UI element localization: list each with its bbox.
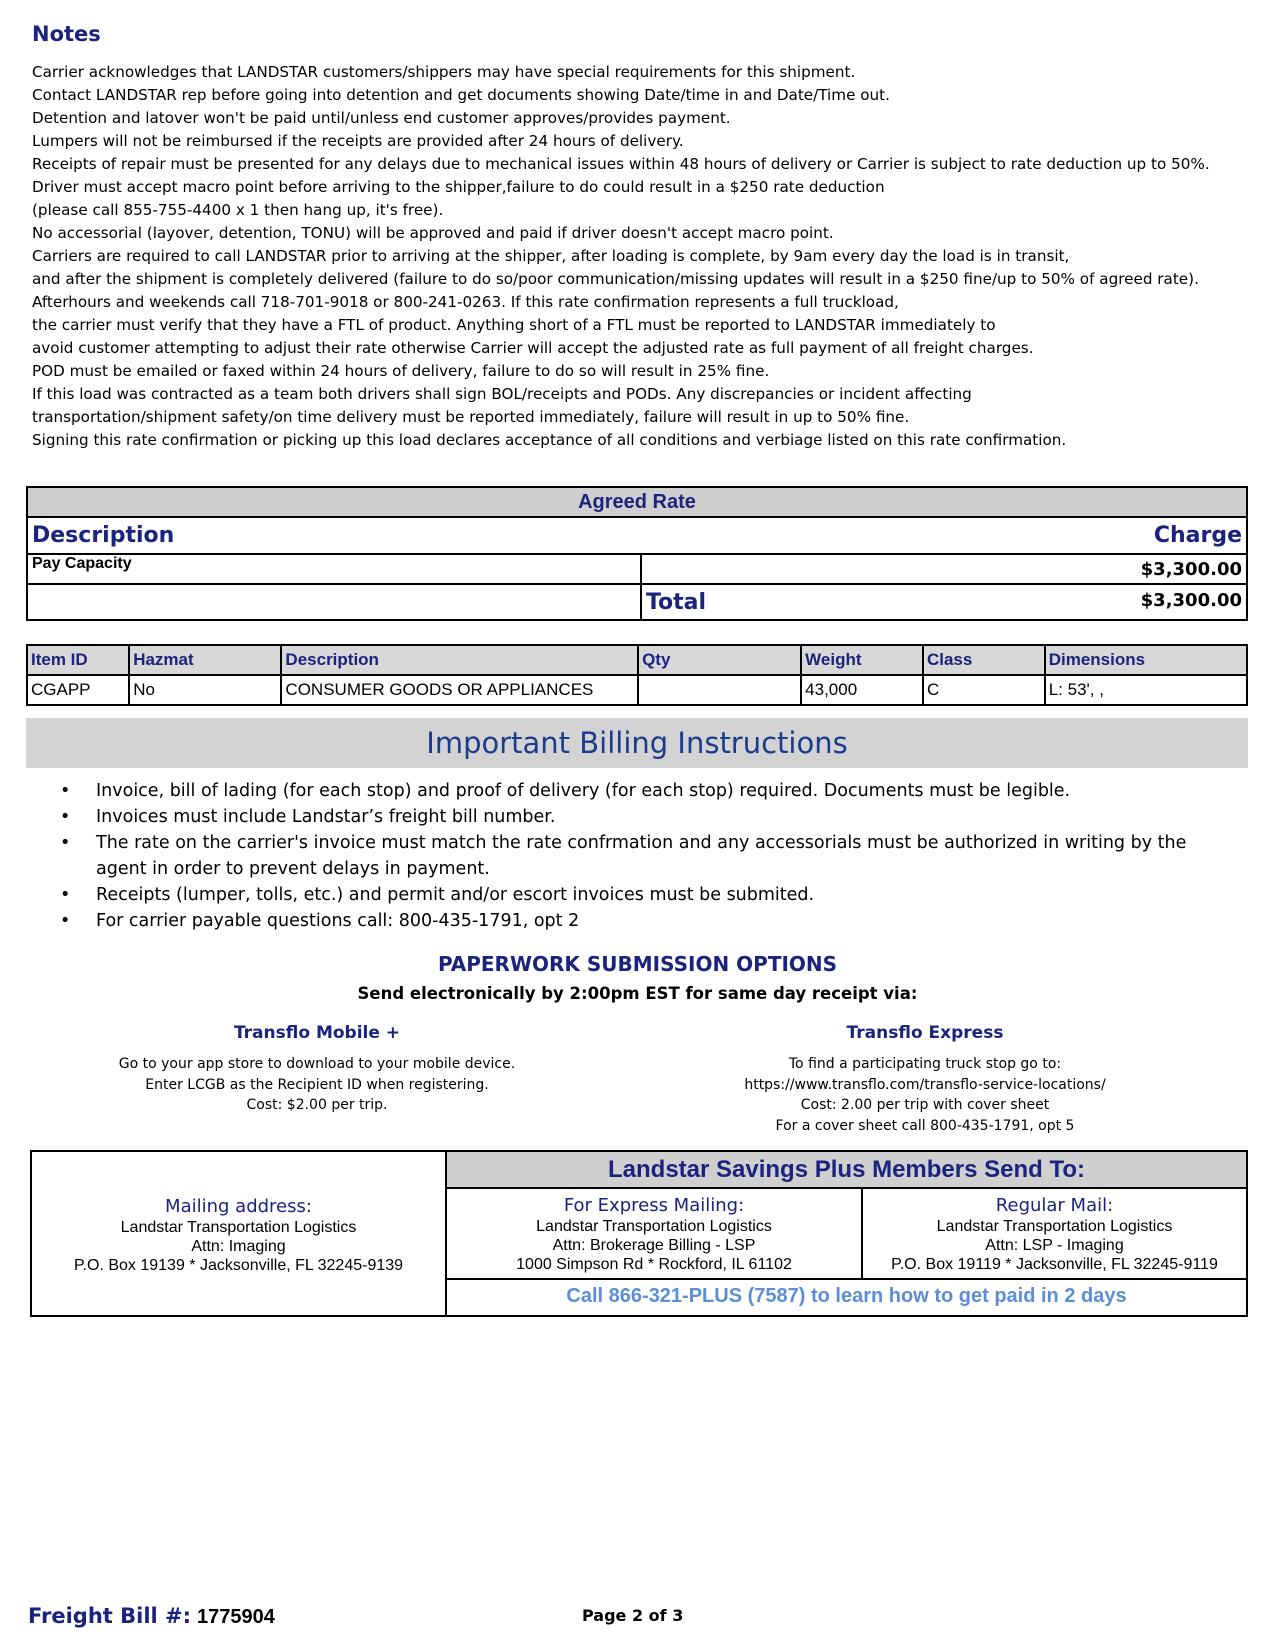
savings-plus-header: Landstar Savings Plus Members Send To: (445, 1150, 1248, 1189)
notes-line: Contact LANDSTAR rep before going into detention and get documents showing Date/time in and Date/Time out. (32, 86, 890, 104)
list-item: • Receipts (lumper, tolls, etc.) and permit and/or escort invoices must be submited. (60, 882, 1220, 908)
items-header-description: Description (281, 645, 638, 675)
rate-description: Pay Capacity (27, 554, 641, 584)
notes-body (32, 61, 1252, 452)
address-line: Landstar Transportation Logistics (936, 1218, 1173, 1235)
address-line: Attn: Brokerage Billing - LSP (552, 1237, 756, 1254)
notes-line: Receipts of repair must be presented for any delays due to mechanical issues within 48 hours of delivery or Carrier is subject to rate deduction up to 50%. (32, 155, 1210, 173)
notes-line: avoid customer attempting to adjust their rate otherwise Carrier will accept the adjusted rate as full payment of all freight charges. (32, 339, 1034, 357)
items-header-qty: Qty (638, 645, 801, 675)
items-table (26, 644, 1248, 706)
rate-row (27, 554, 1247, 584)
notes-line: If this load was contracted as a team both drivers shall sign BOL/receipts and PODs. Any discrepancies or incident affecting (32, 385, 972, 403)
rate-header-row (27, 517, 1247, 554)
notes-line: Driver must accept macro point before arriving to the shipper,failure to do could result in a $250 rate deduction (32, 178, 885, 196)
list-item: • Invoice, bill of lading (for each stop) and proof of delivery (for each stop) required. Documents must be legible. (60, 778, 1220, 804)
express-mailing-title: For Express Mailing: (563, 1195, 745, 1216)
regular-mail-title: Regular Mail: (995, 1195, 1114, 1216)
option-line: For a cover sheet call 800-435-1791, opt 5 (775, 1117, 1075, 1134)
transflo-express-option (715, 1022, 1135, 1136)
hazmat-cell: No (129, 675, 281, 705)
table-row (27, 675, 1247, 705)
notes-line: Signing this rate confirmation or picking up this load declares acceptance of all conditions and verbiage listed on this rate confirmation. (32, 431, 1067, 449)
total-spacer (27, 584, 641, 620)
rate-total-row (27, 584, 1247, 620)
agreed-rate-table (26, 486, 1248, 621)
items-header-dimensions: Dimensions (1045, 645, 1247, 675)
notes-line: Lumpers will not be reimbursed if the receipts are provided after 24 hours of delivery. (32, 132, 684, 150)
list-item: • Invoices must include Landstar’s freight bill number. (60, 804, 1220, 830)
notes-line: the carrier must verify that they have a FTL of product. Anything short of a FTL must be reported to LANDSTAR immediately to (32, 316, 996, 334)
notes-line: transportation/shipment safety/on time delivery must be reported immediately, failure will result in up to 50% fine. (32, 408, 910, 426)
option-url[interactable]: https://www.transflo.com/transflo-service-locations/ (744, 1076, 1106, 1093)
total-label: Total (645, 589, 707, 615)
transflo-mobile-title: Transflo Mobile + (233, 1023, 401, 1043)
address-line: Landstar Transportation Logistics (536, 1218, 772, 1235)
transflo-express-title: Transflo Express (846, 1023, 1004, 1043)
items-header-item-id: Item ID (27, 645, 129, 675)
address-line: Attn: LSP - Imaging (985, 1237, 1124, 1254)
notes-line: No accessorial (layover, detention, TONU) will be approved and paid if driver doesn't accept macro point. (32, 224, 834, 242)
paperwork-subtitle: Send electronically by 2:00pm EST for same day receipt via: (357, 984, 918, 1003)
address-box (30, 1150, 1248, 1317)
notes-line: (please call 855-755-4400 x 1 then hang up, it's free). (32, 201, 444, 219)
qty-cell (638, 675, 801, 705)
list-item: • For carrier payable questions call: 800-435-1791, opt 2 (60, 908, 1220, 934)
option-line: Go to your app store to download to your mobile device. (118, 1056, 516, 1072)
items-header-class: Class (923, 645, 1045, 675)
weight-cell: 43,000 (801, 675, 923, 705)
page-number: Page 2 of 3 (582, 1606, 684, 1625)
mailing-address-title: Mailing address: (165, 1196, 312, 1217)
items-header-weight: Weight (801, 645, 923, 675)
freight-bill-number: 1775904 (197, 1606, 275, 1628)
notes-line: and after the shipment is completely delivered (failure to do so/poor communication/missing updates will result in a $250 fine/up to 50% of agreed rate). (32, 270, 1199, 288)
address-line: Landstar Transportation Logistics (120, 1219, 357, 1236)
class-cell: C (923, 675, 1045, 705)
items-header-hazmat: Hazmat (129, 645, 281, 675)
rate-charge: $3,300.00 (641, 554, 1247, 584)
address-line: P.O. Box 19119 * Jacksonville, FL 32245-9119 (891, 1256, 1218, 1273)
address-line: Attn: Imaging (191, 1238, 286, 1255)
option-line: Cost: $2.00 per trip. (246, 1097, 388, 1113)
notes-line: POD must be emailed or faxed within 24 hours of delivery, failure to do so will result in 25% fine. (32, 362, 770, 380)
regular-mail-cell (861, 1187, 1248, 1280)
description-header: Description (32, 523, 175, 548)
dimensions-cell: L: 53', , (1045, 675, 1247, 705)
total-cell (641, 584, 1247, 620)
notes-line: Carrier acknowledges that LANDSTAR customers/shippers may have special requirements for this shipment. (32, 63, 856, 81)
mailing-address-cell (30, 1150, 447, 1317)
option-line: To find a participating truck stop go to: (788, 1056, 1062, 1072)
notes-line: Detention and latover won't be paid until/unless end customer approves/provides payment. (32, 109, 731, 127)
description-cell: CONSUMER GOODS OR APPLIANCES (281, 675, 638, 705)
total-value: $3,300.00 (1140, 589, 1242, 611)
charge-header: Charge (1153, 523, 1242, 548)
address-line: 1000 Simpson Rd * Rockford, IL 61102 (516, 1256, 792, 1273)
address-line: P.O. Box 19139 * Jacksonville, FL 32245-9139 (73, 1257, 404, 1274)
option-line: Cost: 2.00 per trip with cover sheet (800, 1097, 1050, 1113)
notes-line: Afterhours and weekends call 718-701-9018 or 800-241-0263. If this rate confirmation represents a full truckload, (32, 293, 899, 311)
option-line: Enter LCGB as the Recipient ID when registering. (145, 1076, 489, 1093)
items-header-row (27, 645, 1247, 675)
express-mailing-cell (445, 1187, 863, 1280)
paperwork-title: PAPERWORK SUBMISSION OPTIONS (437, 952, 838, 976)
item-id-cell: CGAPP (27, 675, 129, 705)
notes-heading: Notes (32, 22, 101, 46)
freight-bill (28, 1604, 275, 1629)
billing-instructions-list (60, 778, 1220, 934)
list-item: • The rate on the carrier's invoice must match the rate confrmation and any accessorials must be authorized in writing by the agent in order to prevent delays in payment. (60, 830, 1220, 882)
billing-instructions-title: Important Billing Instructions (26, 718, 1248, 768)
agreed-rate-title: Agreed Rate (27, 487, 1247, 517)
transflo-mobile-option (117, 1022, 517, 1116)
notes-line: Carriers are required to call LANDSTAR prior to arriving at the shipper, after loading is complete, by 9am every day the load is in transit, (32, 247, 1070, 265)
savings-plus-call-line: Call 866-321-PLUS (7587) to learn how to get paid in 2 days (445, 1278, 1248, 1317)
freight-bill-label: Freight Bill #: (28, 1604, 192, 1628)
